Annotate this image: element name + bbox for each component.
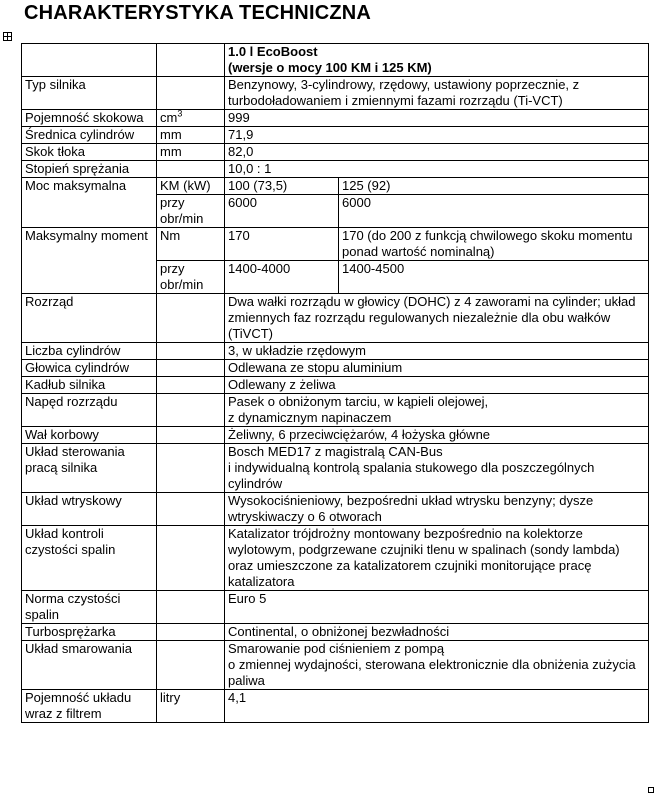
table-row — [22, 377, 649, 394]
table-row — [22, 526, 649, 591]
row-label: Układ sterowania pracą silnika — [22, 444, 157, 493]
empty-cell — [157, 624, 225, 641]
empty-cell — [157, 343, 225, 360]
row-value-125km: 1400-4500 — [339, 261, 649, 294]
table-row — [22, 624, 649, 641]
row-value-125km: 6000 — [339, 195, 649, 228]
table-row — [22, 228, 649, 261]
page-title: CHARAKTERYSTYKA TECHNICZNA — [24, 2, 372, 24]
table-row — [22, 294, 649, 343]
row-value-line: z dynamicznym napinaczem — [228, 410, 392, 425]
row-value: 71,9 — [225, 127, 649, 144]
row-label: Liczba cylindrów — [22, 343, 157, 360]
table-row — [22, 178, 649, 195]
row-label: Moc maksymalna — [22, 178, 157, 228]
row-label: Wał korbowy — [22, 427, 157, 444]
row-value: Continental, o obniżonej bezwładności — [225, 624, 649, 641]
table-row — [22, 127, 649, 144]
row-value-100km: 170 — [225, 228, 339, 261]
empty-cell — [157, 44, 225, 77]
table-row — [22, 394, 649, 427]
row-unit: Nm — [157, 228, 225, 261]
row-value: Dwa wałki rozrządu w głowicy (DOHC) z 4 zaworami na cylinder; układ zmiennych faz rozrządu regulowanych niezależnie dla obu wałków (TiVCT) — [225, 294, 649, 343]
table-row — [22, 360, 649, 377]
row-value: Katalizator trójdrożny montowany bezpośrednio na kolektorze wylotowym, podgrzewane czujniki tlenu w spalinach (sondy lambda) oraz umieszczone za katalizatorem czujniki monitorujące pracę katalizatora — [225, 526, 649, 591]
row-unit: KM (kW) — [157, 178, 225, 195]
row-label: Norma czystości spalin — [22, 591, 157, 624]
row-value-100km: 100 (73,5) — [225, 178, 339, 195]
engine-name: 1.0 l EcoBoost — [228, 44, 318, 59]
row-value — [225, 444, 649, 493]
table-row — [22, 641, 649, 690]
empty-cell — [157, 641, 225, 690]
table-row — [22, 44, 649, 77]
row-label: Głowica cylindrów — [22, 360, 157, 377]
table-row — [22, 161, 649, 178]
row-value: Wysokociśnieniowy, bezpośredni układ wtrysku benzyny; dysze wtryskiwaczy o 6 otworach — [225, 493, 649, 526]
row-label: Skok tłoka — [22, 144, 157, 161]
row-value-125km: 125 (92) — [339, 178, 649, 195]
table-row — [22, 343, 649, 360]
row-label: Kadłub silnika — [22, 377, 157, 394]
row-label: Maksymalny moment — [22, 228, 157, 294]
empty-cell — [157, 444, 225, 493]
row-unit — [157, 110, 225, 127]
row-unit: mm — [157, 127, 225, 144]
row-value: Odlewana ze stopu aluminium — [225, 360, 649, 377]
table-row — [22, 493, 649, 526]
row-value-line: Pasek o obniżonym tarciu, w kąpieli olejowej, — [228, 394, 489, 409]
empty-cell — [157, 394, 225, 427]
row-value: Benzynowy, 3-cylindrowy, rzędowy, ustawiony poprzecznie, z turbodoładowaniem i zmiennymi fazami rozrządu (Ti-VCT) — [225, 77, 649, 110]
table-move-handle[interactable] — [3, 32, 12, 41]
empty-cell — [157, 77, 225, 110]
engine-header — [225, 44, 649, 77]
empty-cell — [157, 294, 225, 343]
row-value — [225, 641, 649, 690]
row-value-line: i indywidualną kontrolą spalania stukowego dla poszczególnych cylindrów — [228, 460, 595, 491]
table-row — [22, 110, 649, 127]
row-unit: przy obr/min — [157, 261, 225, 294]
row-value-line: o zmiennej wydajności, sterowana elektronicznie dla obniżenia zużycia paliwa — [228, 657, 636, 688]
row-value: Żeliwny, 6 przeciwciężarów, 4 łożyska główne — [225, 427, 649, 444]
empty-cell — [157, 591, 225, 624]
empty-cell — [157, 161, 225, 178]
row-value: 3, w układzie rzędowym — [225, 343, 649, 360]
row-label: Średnica cylindrów — [22, 127, 157, 144]
empty-cell — [157, 493, 225, 526]
unit-superscript: 3 — [177, 109, 183, 119]
table-row — [22, 144, 649, 161]
row-value-line: Smarowanie pod ciśnieniem z pompą — [228, 641, 445, 656]
row-label: Rozrząd — [22, 294, 157, 343]
table-row — [22, 77, 649, 110]
empty-cell — [157, 427, 225, 444]
empty-cell — [157, 377, 225, 394]
row-label: Układ smarowania — [22, 641, 157, 690]
row-value-100km: 6000 — [225, 195, 339, 228]
table-row — [22, 690, 649, 723]
row-value-125km: 170 (do 200 z funkcją chwilowego skoku momentu ponad wartość nominalną) — [339, 228, 649, 261]
row-value: 4,1 — [225, 690, 649, 723]
row-value: 10,0 : 1 — [225, 161, 649, 178]
empty-cell — [157, 526, 225, 591]
empty-cell — [157, 360, 225, 377]
row-unit: mm — [157, 144, 225, 161]
row-unit: przy obr/min — [157, 195, 225, 228]
table-resize-handle[interactable] — [648, 787, 654, 793]
spec-table — [21, 43, 649, 723]
table-row — [22, 427, 649, 444]
unit-base: cm — [160, 110, 178, 125]
row-value: 999 — [225, 110, 649, 127]
row-value: Odlewany z żeliwa — [225, 377, 649, 394]
row-value-line: Bosch MED17 z magistralą CAN-Bus — [228, 444, 443, 459]
row-label: Pojemność układu wraz z filtrem — [22, 690, 157, 723]
row-label: Turbosprężarka — [22, 624, 157, 641]
row-value: Euro 5 — [225, 591, 649, 624]
row-label: Pojemność skokowa — [22, 110, 157, 127]
row-value-100km: 1400-4000 — [225, 261, 339, 294]
row-label: Układ wtryskowy — [22, 493, 157, 526]
row-unit: litry — [157, 690, 225, 723]
row-label: Napęd rozrządu — [22, 394, 157, 427]
row-label: Stopień sprężania — [22, 161, 157, 178]
empty-cell — [22, 44, 157, 77]
row-value: 82,0 — [225, 144, 649, 161]
table-row — [22, 591, 649, 624]
row-value — [225, 394, 649, 427]
row-label: Układ kontroli czystości spalin — [22, 526, 157, 591]
table-row — [22, 444, 649, 493]
row-label: Typ silnika — [22, 77, 157, 110]
engine-versions: (wersje o mocy 100 KM i 125 KM) — [228, 60, 432, 75]
